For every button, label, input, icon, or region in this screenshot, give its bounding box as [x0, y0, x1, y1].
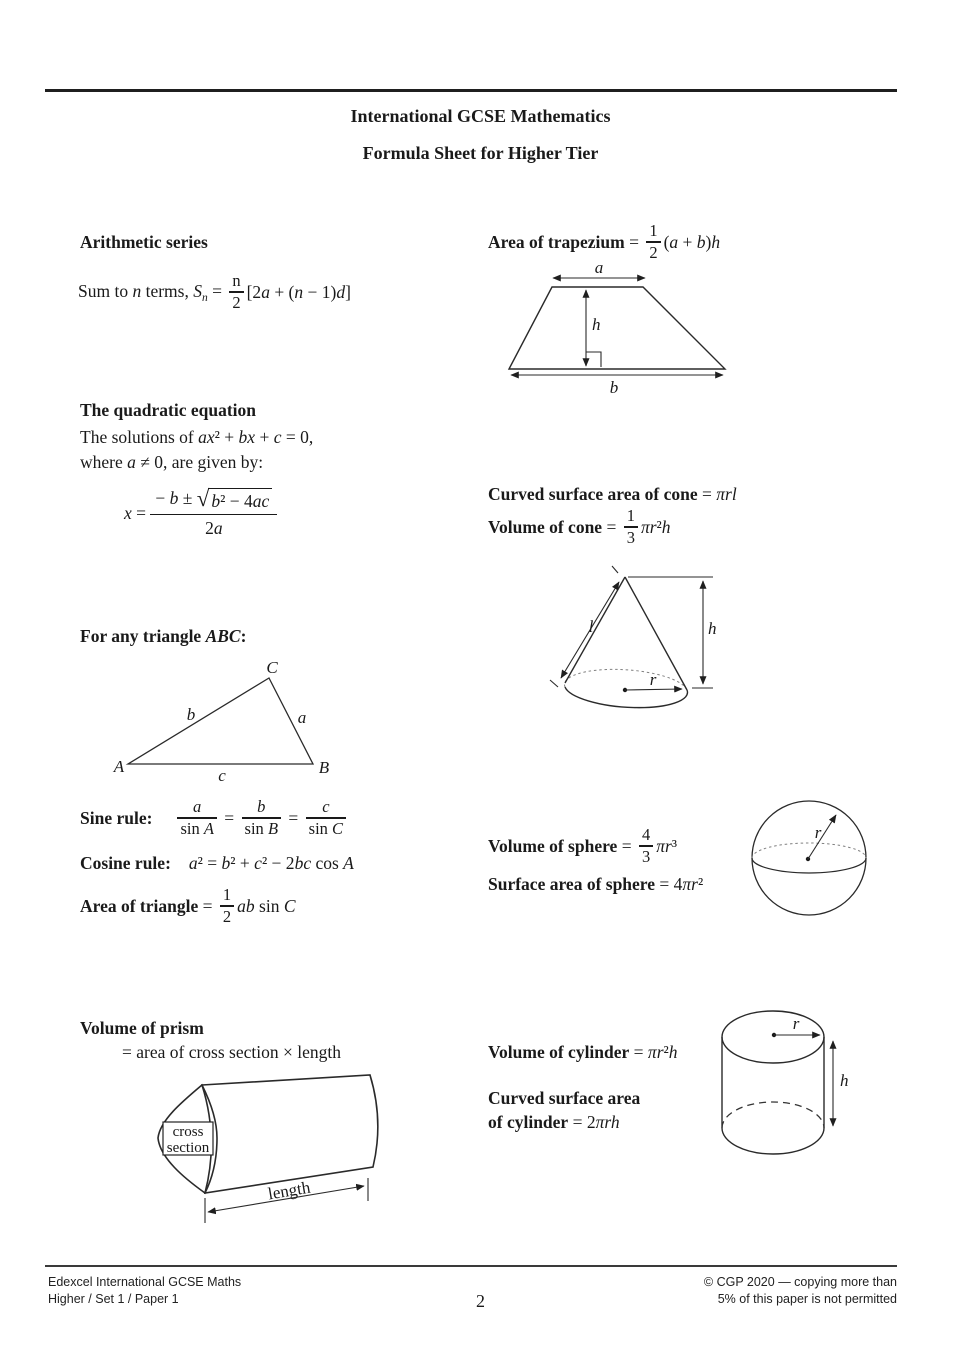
fraction-denominator: 2 — [649, 243, 658, 263]
doc-subtitle: Formula Sheet for Higher Tier — [362, 143, 599, 163]
cone-base-hidden-arc — [565, 669, 687, 690]
triangle-area-tail: ab sin C — [237, 895, 296, 916]
equals-sign: = — [568, 1111, 587, 1132]
quadratic-heading: The quadratic equation — [80, 400, 256, 420]
label-r: r — [649, 670, 657, 689]
label-l: l — [588, 617, 594, 636]
prism-formula: = area of cross section × length — [122, 1042, 341, 1062]
triangle-area-row — [80, 885, 296, 927]
trapezium-diagram — [500, 258, 740, 398]
triangle-heading-text: For any triangle — [80, 626, 206, 646]
triangle-heading — [80, 624, 246, 648]
equals-sign: = — [624, 231, 644, 252]
cone-volume-rhs: πr²h — [640, 516, 671, 537]
equals-sign: = — [629, 1041, 648, 1062]
cylinder-curved-rhs: 2πrh — [586, 1111, 620, 1132]
cone-diagram — [545, 560, 730, 718]
sphere-surface-row — [488, 872, 703, 896]
footer-right-line1: © CGP 2020 — copying more than — [703, 1275, 897, 1289]
radicand: b² − 4ac — [208, 488, 272, 512]
cosine-rule-label: Cosine rule: — [80, 853, 171, 873]
fraction-denominator: sin C — [308, 819, 344, 839]
fraction-numerator: 1 — [222, 884, 232, 904]
radius-arrow — [625, 689, 682, 690]
arithmetic-heading: Arithmetic series — [80, 232, 208, 252]
sine-fraction-2 — [242, 798, 281, 838]
arithmetic-formula — [78, 272, 351, 312]
sphere-equator-hidden-arc — [752, 843, 866, 858]
slant-tick-bottom — [550, 680, 558, 687]
fraction-numerator: 1 — [626, 506, 635, 525]
label-side-a: a — [297, 708, 307, 727]
label-r: r — [792, 1014, 800, 1033]
footer-rule — [45, 1265, 897, 1267]
cone-surface-rhs: πrl — [716, 483, 737, 504]
fraction-bar — [150, 514, 277, 515]
sphere-surface-rhs: 4πr² — [673, 873, 704, 894]
equals-sign: = — [602, 516, 621, 537]
trapezium-formula — [488, 222, 720, 262]
fraction-numerator — [150, 485, 277, 513]
equals-sign: = — [219, 807, 239, 828]
cosine-rule-row — [80, 851, 354, 875]
quadratic-fraction — [150, 485, 277, 538]
label-side-c: c — [218, 766, 226, 785]
label-h: h — [840, 1071, 849, 1090]
cylinder-diagram — [715, 1005, 865, 1170]
label-vertex-B: B — [318, 758, 330, 777]
cylinder-curved-row — [488, 1110, 620, 1134]
trapezium-fraction — [646, 222, 660, 262]
numerator-prefix: − b ± — [155, 487, 197, 508]
fraction-numerator: c — [322, 796, 330, 816]
triangle-area-fraction — [220, 886, 234, 926]
triangle-area-label: Area of triangle — [80, 896, 199, 916]
prism-body — [202, 1075, 378, 1193]
label-vertex-C: C — [266, 658, 278, 677]
fraction-numerator: a — [193, 796, 202, 816]
cosine-rule-formula: a² = b² + c² − 2bc cos A — [188, 852, 354, 873]
cone-left-slant — [565, 577, 625, 683]
sphere-volume-rhs: πr³ — [656, 835, 678, 856]
triangle-heading-abc: ABC — [205, 626, 241, 646]
trapezium-heading: Area of trapezium — [488, 232, 625, 252]
trapezium-tail: (a + b)h — [663, 231, 721, 252]
cone-surface-heading: Curved surface area of cone — [488, 484, 698, 504]
slant-tick-top — [612, 566, 618, 573]
quadratic-line2: where a ≠ 0, are given by: — [80, 452, 264, 472]
cylinder-top-ellipse — [722, 1011, 824, 1063]
label-a: a — [594, 258, 604, 277]
sine-fraction-1 — [177, 798, 216, 838]
arithmetic-intro: Sum to n terms, $S_n$ = — [78, 280, 227, 304]
cone-fraction — [624, 507, 638, 547]
fraction-denominator: 3 — [641, 847, 651, 867]
fraction-denominator: sin B — [244, 819, 279, 839]
fraction-denominator: 2 — [232, 293, 241, 313]
arithmetic-tail: [2a + (n − 1)d] — [246, 281, 351, 302]
cone-surface-formula — [488, 482, 737, 506]
prism-diagram — [150, 1068, 390, 1228]
sphere-volume-row — [488, 825, 677, 867]
sphere-volume-heading: Volume of sphere — [488, 836, 618, 856]
fraction-denominator: 3 — [626, 528, 635, 548]
cone-volume-heading: Volume of cone — [488, 517, 603, 537]
label-r: r — [814, 823, 822, 842]
equals-sign: = — [697, 483, 717, 504]
cylinder-curved-heading: of cylinder — [488, 1112, 569, 1132]
sine-rule-row — [80, 796, 349, 840]
radius-arrow — [808, 815, 836, 859]
cylinder-bottom-hidden-arc — [722, 1102, 824, 1128]
radical-sign: √ — [196, 485, 210, 511]
quadratic-formula — [124, 485, 277, 538]
sphere-surface-heading: Surface area of sphere — [488, 874, 656, 894]
cylinder-bottom-front-arc — [722, 1128, 824, 1154]
cylinder-curved-line1: Curved surface area — [488, 1088, 641, 1108]
fraction-denominator: 2a — [205, 517, 223, 538]
footer-left-line2: Higher / Set 1 / Paper 1 — [48, 1292, 179, 1306]
label-vertex-A: A — [113, 757, 125, 776]
label-section: section — [166, 1140, 210, 1156]
footer-left-line1: Edexcel International GCSE Maths — [48, 1275, 242, 1289]
equals-sign: = — [655, 873, 674, 894]
label-side-b: b — [186, 705, 196, 724]
label-h: h — [592, 315, 601, 334]
cylinder-volume-row — [488, 1040, 678, 1064]
sphere-diagram — [745, 795, 875, 923]
cylinder-volume-rhs: πr²h — [647, 1041, 678, 1062]
fraction-numerator: b — [257, 796, 266, 816]
sine-fraction-3 — [306, 798, 346, 838]
footer-right-line2: 5% of this paper is not permitted — [717, 1292, 897, 1306]
sine-rule-label: Sine rule: — [80, 808, 153, 828]
trapezium-outline — [509, 287, 725, 369]
cone-volume-formula — [488, 507, 671, 547]
label-b: b — [609, 378, 619, 397]
right-angle-mark — [586, 352, 601, 367]
label-h: h — [708, 619, 717, 638]
quadratic-line1: The solutions of ax² + bx + c = 0, — [80, 427, 314, 447]
triangle-diagram — [105, 653, 345, 788]
equals-sign: = — [198, 895, 217, 916]
prism-heading: Volume of prism — [80, 1018, 204, 1038]
fraction-numerator: 4 — [641, 824, 651, 844]
quadratic-lhs: x = — [124, 502, 151, 523]
fraction-denominator: sin A — [180, 819, 214, 839]
sphere-fraction — [639, 826, 653, 866]
fraction-numerator: 1 — [649, 221, 658, 240]
cylinder-volume-heading: Volume of cylinder — [488, 1042, 630, 1062]
label-cross: cross — [172, 1124, 204, 1140]
triangle-outline — [128, 678, 313, 764]
top-rule — [45, 89, 897, 92]
equals-sign: = — [617, 835, 636, 856]
triangle-heading-colon: : — [240, 626, 247, 646]
equals-sign: = — [284, 807, 303, 828]
fraction-numerator: n — [232, 271, 241, 290]
page-number: 2 — [476, 1291, 485, 1311]
arithmetic-fraction — [229, 272, 243, 312]
fraction-denominator: 2 — [222, 907, 232, 927]
doc-title: International GCSE Mathematics — [350, 106, 611, 126]
label-length: length — [266, 1177, 312, 1204]
